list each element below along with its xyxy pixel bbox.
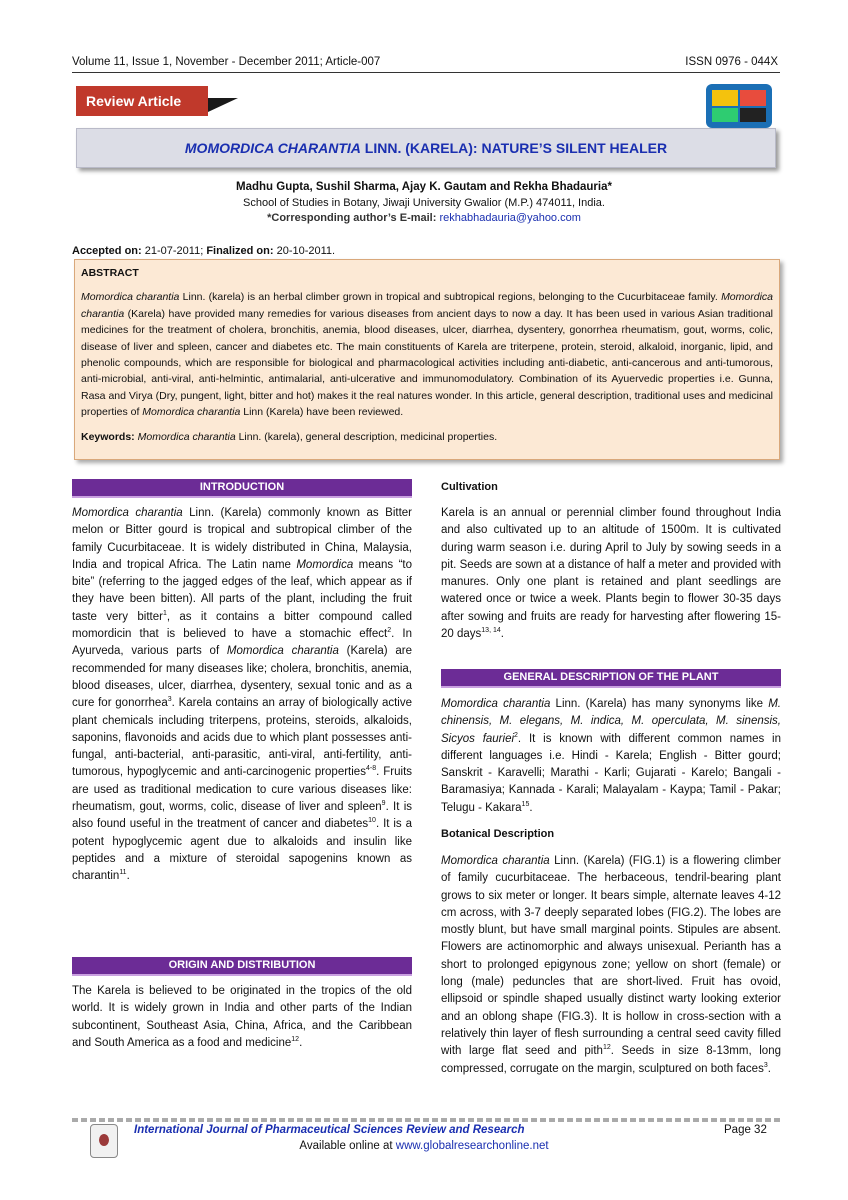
abstract-text: Momordica charantia Linn. (karela) is an herbal climber grown in tropical and subtropical regions, belonging to the Cucurbitaceae family. Momordica charantia (Karela) have provided many remedies for various diseases from ancient days to now a day. It has been used in various Asian traditional medicines for the treatment of cholera, bronchitis, anemia, blood diseases, ulcer, diarrhea, dysentery, gonorrhea rheumatism, gout, worms, colic, disease of liver and spleen, cancer and diabetes etc. The main constituents of Karela are triterpene, protein, steroid, alkaloid, inorganic, lipid, and phenolic compounds, which are responsible for biological and pharmacological activities including anti-diabetic, anti-cancerous and anti-tumorous, anti-microbial, anti-viral, anti-helmintic, antimalarial, anti-ulcerative and immunomodulatory. Combination of its Ayuervedic properties i.e. Gunna, Rasa and Virya (Dry, pungent, light, bitter and hot) makes it the real natures wonder. In this article, general description, traditional uses and medicinal properties of Momordica charantia Linn (Karela) have been reviewed. [81, 291, 773, 419]
article-type-badge: Review Article [76, 86, 208, 116]
corresponding-author: *Corresponding author’s E-mail: rekhabhadauria@yahoo.com [267, 212, 581, 224]
affiliation: School of Studies in Botany, Jiwaji University Gwalior (M.P.) 474011, India. [243, 197, 605, 209]
section-heading-general-description: GENERAL DESCRIPTION OF THE PLANT [441, 669, 781, 688]
general-description-text: Momordica charantia Linn. (Karela) has many synonyms like M. chinensis, M. elegans, M. indica, M. operculata, M. sinensis, Sicyos fauriei$^2$. It is known with different common names in different languages i.e. Hindi - Karela; English - Bitter gourd; Sanskrit - Karavelli; Marathi - Karli; Gujarati - Karelo; Bangali - Baramasiya; Kannada - Karali; Malayalam - Kaypa; Tamil - Pakar; Telugu - Kakara$^{15}$. [441, 698, 781, 814]
header-rule [72, 72, 780, 73]
author-email-link[interactable]: rekhabhadauria@yahoo.com [439, 212, 581, 224]
title-box [76, 128, 776, 168]
badge-arrow-icon [208, 98, 238, 112]
keywords: Keywords: Momordica charantia Linn. (karela), general description, medicinal properties. [81, 430, 498, 443]
authors: Madhu Gupta, Sushil Sharma, Ajay K. Gautam and Rekha Bhadauria* [236, 181, 612, 193]
page-number: Page 32 [724, 1124, 767, 1136]
introduction-text: Momordica charantia Linn. (Karela) commonly known as Bitter melon or Bitter gourd is tropical and subtropical climber of the family Cucurbitaceae. It is widely distributed in China, Malaysia, India and tropical Africa. The Latin name Momordica means “to bite” (referring to the jagged edges of the leaf, which appear as if they have been bitten). All parts of the plant, including the fruit taste very bitter$^1$, as it contains a bitter compound called momordicin that is believed to have a stomachic effect$^2$. In Ayurveda, various parts of Momordica charantia (Karela) are recommended for many diseases like; cholera, bronchitis, anemia, blood diseases, ulcer, diarrhea, dysentery, sexual tonic and as a cure for gonorrhea$^3$. Karela contains an array of biologically active plant chemicals including triterpens, proteins, steroids, alkaloids, saponins, flavonoids and acids due to which plant possesses anti-fungal, anti-bacterial, anti-parasitic, anti-viral, anti-fertility, anti-tumorous, hypoglycemic and anti-carcinogenic properties$^{4-8}$. Fruits are used as traditional medication to cure various diseases like: rheumatism, gout, worms, colic, disease of liver and spleen$^9$. It is also found useful in the treatment of cancer and diabetes$^{10}$. It is a potent hypoglycemic agent due to alkaloids and insulin like peptides and a mixture of steroidal sapogenins known as charantin$^{11}$. [72, 507, 413, 883]
botanical-description-text: Momordica charantia Linn. (Karela) (FIG.1) is a flowering climber of family cucurbitaceae. The herbaceous, tendril-bearing plant grows to six meter or longer. It bears simple, alternate leaves 4-12 cm across, with 3-7 deeply separated lobes (FIG.2). The lobes are mostly blunt, but have small marginal points. Stipules are absent. Flowers are actinomorphic and always unisexual. Perianth has a short to prolonged epigynous zone; yellow on short (female) or long (male) peduncles that are short-lived. Fruit has ovoid, ellipsoid or spindle shaped usually distinct warty looking exterior and an oblong shape (FIG.3). It is hollow in cross-section with a relatively thin layer of flesh surrounding a central seed cavity filled with large flat seed and pith$^{12}$. Seeds in size 8-13mm, long compressed, corrugate on the margin, sculptured on both faces$^3$. [441, 855, 781, 1075]
cultivation-text: Karela is an annual or perennial climber found throughout India and also cultivated up to an altitude of 1500m. It is cultivated during warm season i.e. during April to July by sowing seeds in a pit. Seeds are sown at a distance of half a meter and provided with manures. Only one plant is retained and plant seedlings are watered once or twice a week. Plants begin to flower 30-35 days after sowing and fruits are ready for harvesting after flowering 15-20 days$^{13, 14}$. [441, 507, 781, 641]
paper-title: MOMORDICA CHARANTIA LINN. (KARELA): NATURE’S SILENT HEALER [184, 140, 668, 156]
issn: ISSN 0976 - 044X [685, 56, 778, 68]
abstract-heading: ABSTRACT [81, 267, 139, 279]
journal-logo-icon [706, 84, 772, 128]
section-heading-introduction: INTRODUCTION [72, 479, 412, 498]
abstract-box [74, 259, 780, 460]
subheading-cultivation: Cultivation [441, 481, 498, 493]
subheading-botanical-description: Botanical Description [441, 828, 555, 840]
section-heading-origin: ORIGIN AND DISTRIBUTION [72, 957, 412, 976]
journal-name: International Journal of Pharmaceutical Sciences Review and Research [134, 1124, 525, 1136]
footer-rule [72, 1118, 780, 1122]
origin-text: The Karela is believed to be originated in the tropics of the old world. It is widely grown in India and other parts of the Indian subcontinent, Southeast Asia, China, Africa, and the Caribbean and South America as a food and medicine$^{12}$. [72, 985, 412, 1049]
dates: Accepted on: 21-07-2011; Finalized on: 20-10-2011. [72, 245, 336, 257]
availability-line: Available online at www.globalresearchonline.net [299, 1140, 549, 1152]
website-link[interactable]: www.globalresearchonline.net [395, 1140, 549, 1152]
issue-info: Volume 11, Issue 1, November - December 2011; Article-007 [72, 56, 381, 68]
